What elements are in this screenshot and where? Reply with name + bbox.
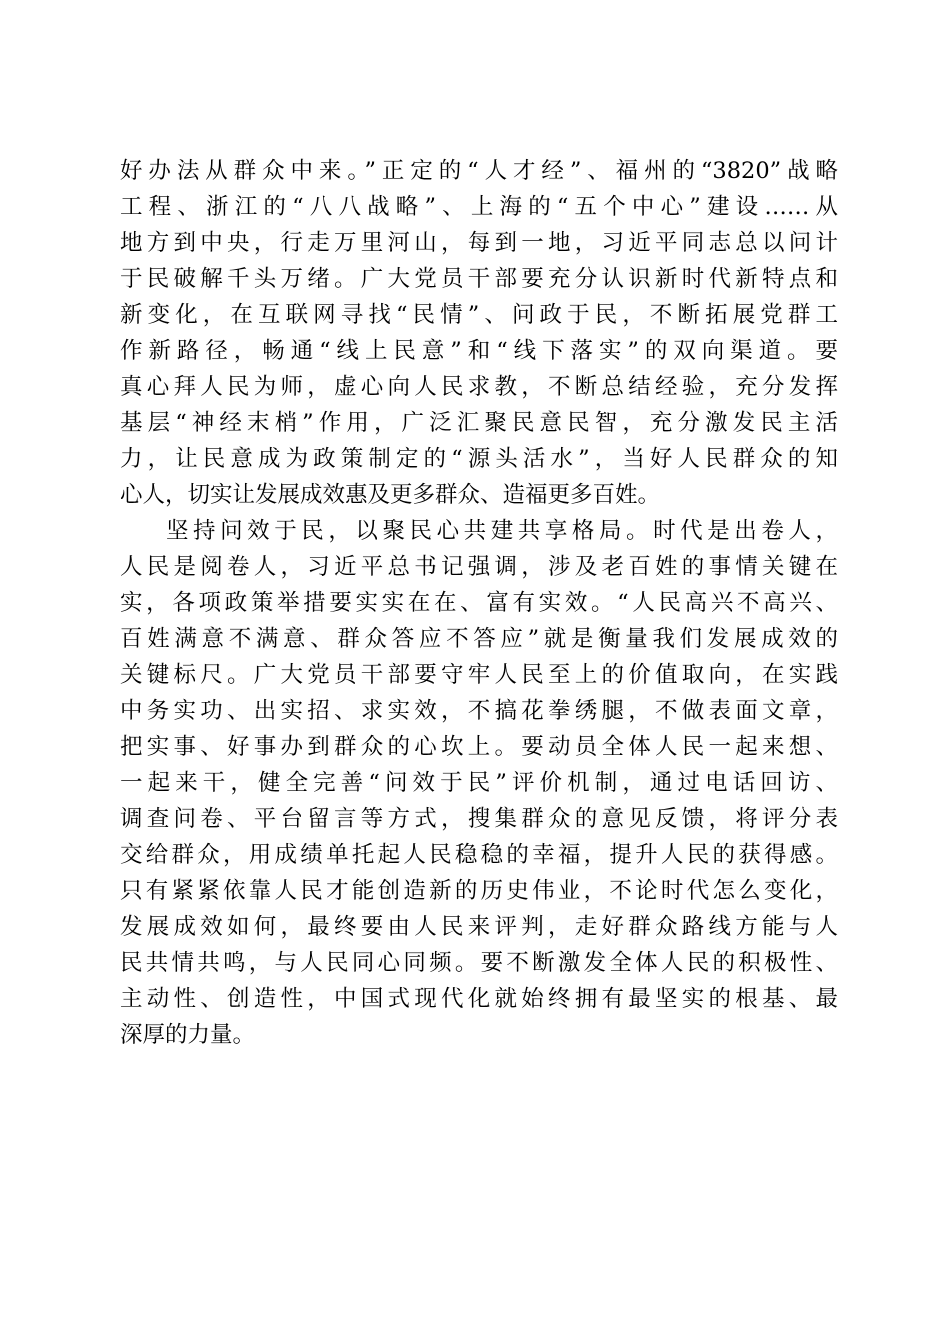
paragraph-2-line: 人民是阅卷人，习近平总书记强调，涉及老百姓的事情关键在 <box>120 554 838 580</box>
paragraph-1-line: 新变化，在互联网寻找“民情”、问政于民，不断拓展党群工 <box>120 302 838 328</box>
paragraph-1-line: 力，让民意成为政策制定的“源头活水”，当好人民群众的知 <box>120 446 838 472</box>
paragraph-2-line: 深厚的力量。 <box>120 1022 256 1048</box>
paragraph-1-line: 于民破解千头万绪。广大党员干部要充分认识新时代新特点和 <box>120 266 838 292</box>
paragraph-2-line: 调查问卷、平台留言等方式，搜集群众的意见反馈，将评分表 <box>120 806 838 832</box>
paragraph-2-line: 民共情共鸣，与人民同心同频。要不断激发全体人民的积极性、 <box>120 950 838 976</box>
paragraph-1-line: 地方到中央，行走万里河山，每到一地，习近平同志总以问计 <box>120 230 838 256</box>
paragraph-2-line: 发展成效如何，最终要由人民来评判，走好群众路线方能与人 <box>120 914 838 940</box>
paragraph-2-line: 把实事、好事办到群众的心坎上。要动员全体人民一起来想、 <box>120 734 838 760</box>
paragraph-2-line: 只有紧紧依靠人民才能创造新的历史伟业，不论时代怎么变化， <box>120 878 838 904</box>
paragraph-1-line: 工程、浙江的“八八战略”、上海的“五个中心”建设……从 <box>120 194 838 220</box>
paragraph-1-line: 作新路径，畅通“线上民意”和“线下落实”的双向渠道。要 <box>120 338 838 364</box>
paragraph-2-line: 坚持问效于民，以聚民心共建共享格局。时代是出卷人， <box>166 518 838 544</box>
paragraph-1 <box>120 153 838 513</box>
paragraph-2-line: 实，各项政策举措要实实在在、富有实效。“人民高兴不高兴、 <box>120 590 838 616</box>
paragraph-1-line: 好办法从群众中来。”正定的“人才经”、福州的“3820”战略 <box>120 158 838 184</box>
paragraph-2-line: 关键标尺。广大党员干部要守牢人民至上的价值取向，在实践 <box>120 662 838 688</box>
paragraph-2-line: 中务实功、出实招、求实效，不搞花拳绣腿，不做表面文章， <box>120 698 838 724</box>
paragraph-2-line: 主动性、创造性，中国式现代化就始终拥有最坚实的根基、最 <box>120 986 838 1012</box>
paragraph-1-line: 真心拜人民为师，虚心向人民求教，不断总结经验，充分发挥 <box>120 374 838 400</box>
document-body <box>120 153 838 1053</box>
paragraph-1-line: 基层“神经末梢”作用，广泛汇聚民意民智，充分激发民主活 <box>120 410 838 436</box>
paragraph-2-line: 一起来干，健全完善“问效于民”评价机制，通过电话回访、 <box>120 770 838 796</box>
paragraph-2 <box>120 513 838 1053</box>
paragraph-1-line: 心人，切实让发展成效惠及更多群众、造福更多百姓。 <box>120 482 661 508</box>
paragraph-2-line: 百姓满意不满意、群众答应不答应”就是衡量我们发展成效的 <box>120 626 838 652</box>
paragraph-2-line: 交给群众，用成绩单托起人民稳稳的幸福，提升人民的获得感。 <box>120 842 838 868</box>
